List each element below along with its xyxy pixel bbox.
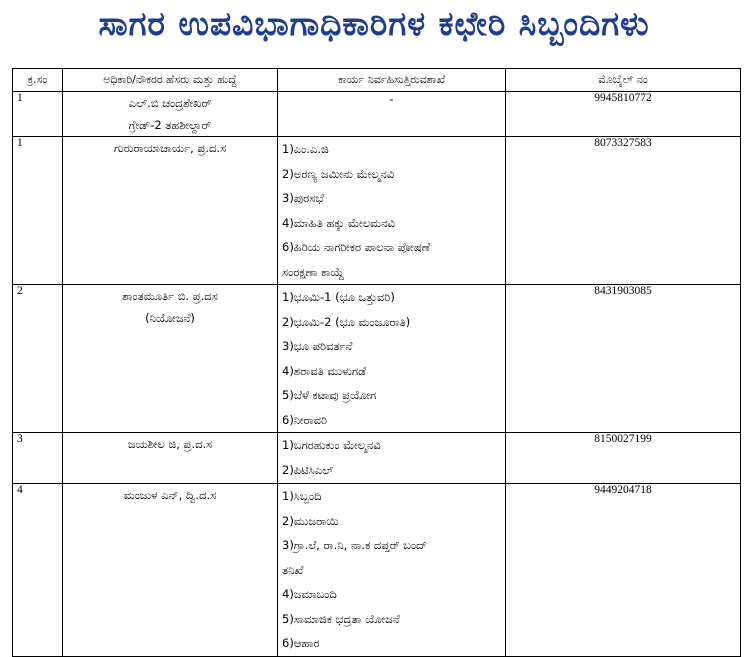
staff-name: ಜಯಶೀಲ ಜಿ, ಪ್ರ.ದ.ಸ xyxy=(127,437,213,451)
serial-number: 1 xyxy=(13,137,63,285)
section-item: 6)ಹಿರಿಯ ನಾಗರೀಕರ ಪಾಲನಾ ಪೋಷಣೆ xyxy=(282,240,431,254)
staff-name: ಎಲ್.ಬಿ ಚಂದ್ರಶೇಖರ್ xyxy=(128,96,212,110)
section-item: 5)ಸಾಮಾಜಿಕ ಭದ್ರತಾ ಯೋಜನೆ xyxy=(282,611,400,626)
staff-designation: (ನಿಯೋಜನೆ) xyxy=(145,311,195,325)
serial-number: 1 xyxy=(13,92,63,137)
section-item: ತನಿಖೆ xyxy=(282,562,304,577)
section-item: 4)ಜಮಾಬಂದಿ xyxy=(282,587,337,601)
serial-number: 2 xyxy=(13,285,63,433)
working-section-list xyxy=(278,433,506,484)
working-section-list xyxy=(278,484,506,657)
section-item: 2)ಭೂಮಿ-2 (ಭೂ ಮಂಜೂರಾತಿ) xyxy=(282,314,411,329)
staff-name-cell xyxy=(63,433,278,484)
mobile-number: 9449204718 xyxy=(506,484,741,657)
header-working-section: ಕಾರ್ಯ ನಿರ್ವಹಿಸುತ್ತಿರುವಶಾಖೆ xyxy=(278,69,506,92)
section-item: 3)ಭೂ ಪರಿವರ್ತನೆ xyxy=(282,339,353,353)
working-section: - xyxy=(278,92,506,137)
mobile-number: 8431903085 xyxy=(506,285,741,433)
header-serial-number: ಕ್ರ.ಸಂ xyxy=(13,69,63,92)
table-row xyxy=(13,484,741,657)
section-item: 1)ಭೂಮಿ-1 (ಭೂ ಒತ್ತುವರಿ) xyxy=(282,290,395,304)
staff-name: ಶಾಂತಮೂರ್ತಿ ಬಿ. ಪ್ರ.ದಸ xyxy=(122,289,218,303)
staff-name: ಮಂಜುಳ ಎನ್, ದ್ವಿ.ದ.ಸ xyxy=(123,488,217,502)
header-mobile-number: ಮೊಬೈಲ್ ನಂ xyxy=(506,69,741,92)
section-item: 3)ಪುರಸಭೆ xyxy=(282,191,324,205)
section-item: 2)ಅರಣ್ಯ ಜಮೀನು ಮೇಲ್ಮನವಿ xyxy=(282,166,395,181)
table-row xyxy=(13,433,741,484)
mobile-number: 9945810772 xyxy=(506,92,741,137)
header-name-designation: ಅಧಿಕಾರಿ/ನೌಕರರ ಹೆಸರು ಮತ್ತು ಹುದ್ದೆ xyxy=(63,69,278,92)
section-item: 3)ಗ್ರಾ.ಲೆ, ರಾ.ನಿ, ನಾ.ಕ ದಪ್ತರ್ ಬಂದ್ xyxy=(282,538,428,552)
staff-designation: ಗ್ರೇಡ್-2 ತಹಶೀಲ್ದಾರ್ xyxy=(128,118,212,132)
section-item: 1)ಬಗರಹುಕುಂ ಮೇಲ್ಮನವಿ xyxy=(282,438,381,452)
table-row xyxy=(13,285,741,433)
working-section-list xyxy=(278,285,506,433)
section-item: 6)ಆಹಾರ xyxy=(282,636,320,650)
section-item: ಸಂರಕ್ಷಣಾ ಕಾಯ್ದೆ xyxy=(282,264,345,279)
staff-name-cell xyxy=(63,92,278,137)
section-item: 5)ಬೆಳೆ ಕಟಾವು ಪ್ರಯೋಗ xyxy=(282,388,377,402)
serial-number: 3 xyxy=(13,433,63,484)
header-row xyxy=(13,69,741,92)
working-section-list xyxy=(278,137,506,285)
section-item: 4)ಮಾಹಿತಿ ಹಕ್ಕು ಮೇಲಮನವಿ xyxy=(282,215,395,230)
section-item: 4)ಶರಾವತಿ ಮುಳುಗಡೆ xyxy=(282,363,366,378)
section-item: 6)ನೀರಾವರಿ xyxy=(282,412,328,427)
table-row xyxy=(13,92,741,137)
section-item: 2)ಪಿಟಿಸಿಎಲ್ xyxy=(282,462,334,477)
section-item: 2)ಮುಜರಾಯಿ xyxy=(282,513,339,528)
mobile-number: 8073327583 xyxy=(506,137,741,285)
staff-name-cell xyxy=(63,285,278,433)
section-item: 1)ಸಿಬ್ಬಂದಿ xyxy=(282,489,322,503)
page-title: ಸಾಗರ ಉಪವಿಭಾಗಾಧಿಕಾರಿಗಳ ಕಛೇರಿ ಸಿಬ್ಬಂದಿಗಳು xyxy=(98,4,650,43)
table-row xyxy=(13,137,741,285)
mobile-number: 8150027199 xyxy=(506,433,741,484)
staff-name-cell xyxy=(63,484,278,657)
staff-name-cell xyxy=(63,137,278,285)
staff-table xyxy=(12,68,741,657)
section-item: 1)ಎಂ.ಎ.ಜಿ xyxy=(282,142,329,156)
staff-name: ಗುರುರಾಯಾಚಾರ್ಯ, ಪ್ರ.ದ.ಸ xyxy=(113,141,227,155)
serial-number: 4 xyxy=(13,484,63,657)
